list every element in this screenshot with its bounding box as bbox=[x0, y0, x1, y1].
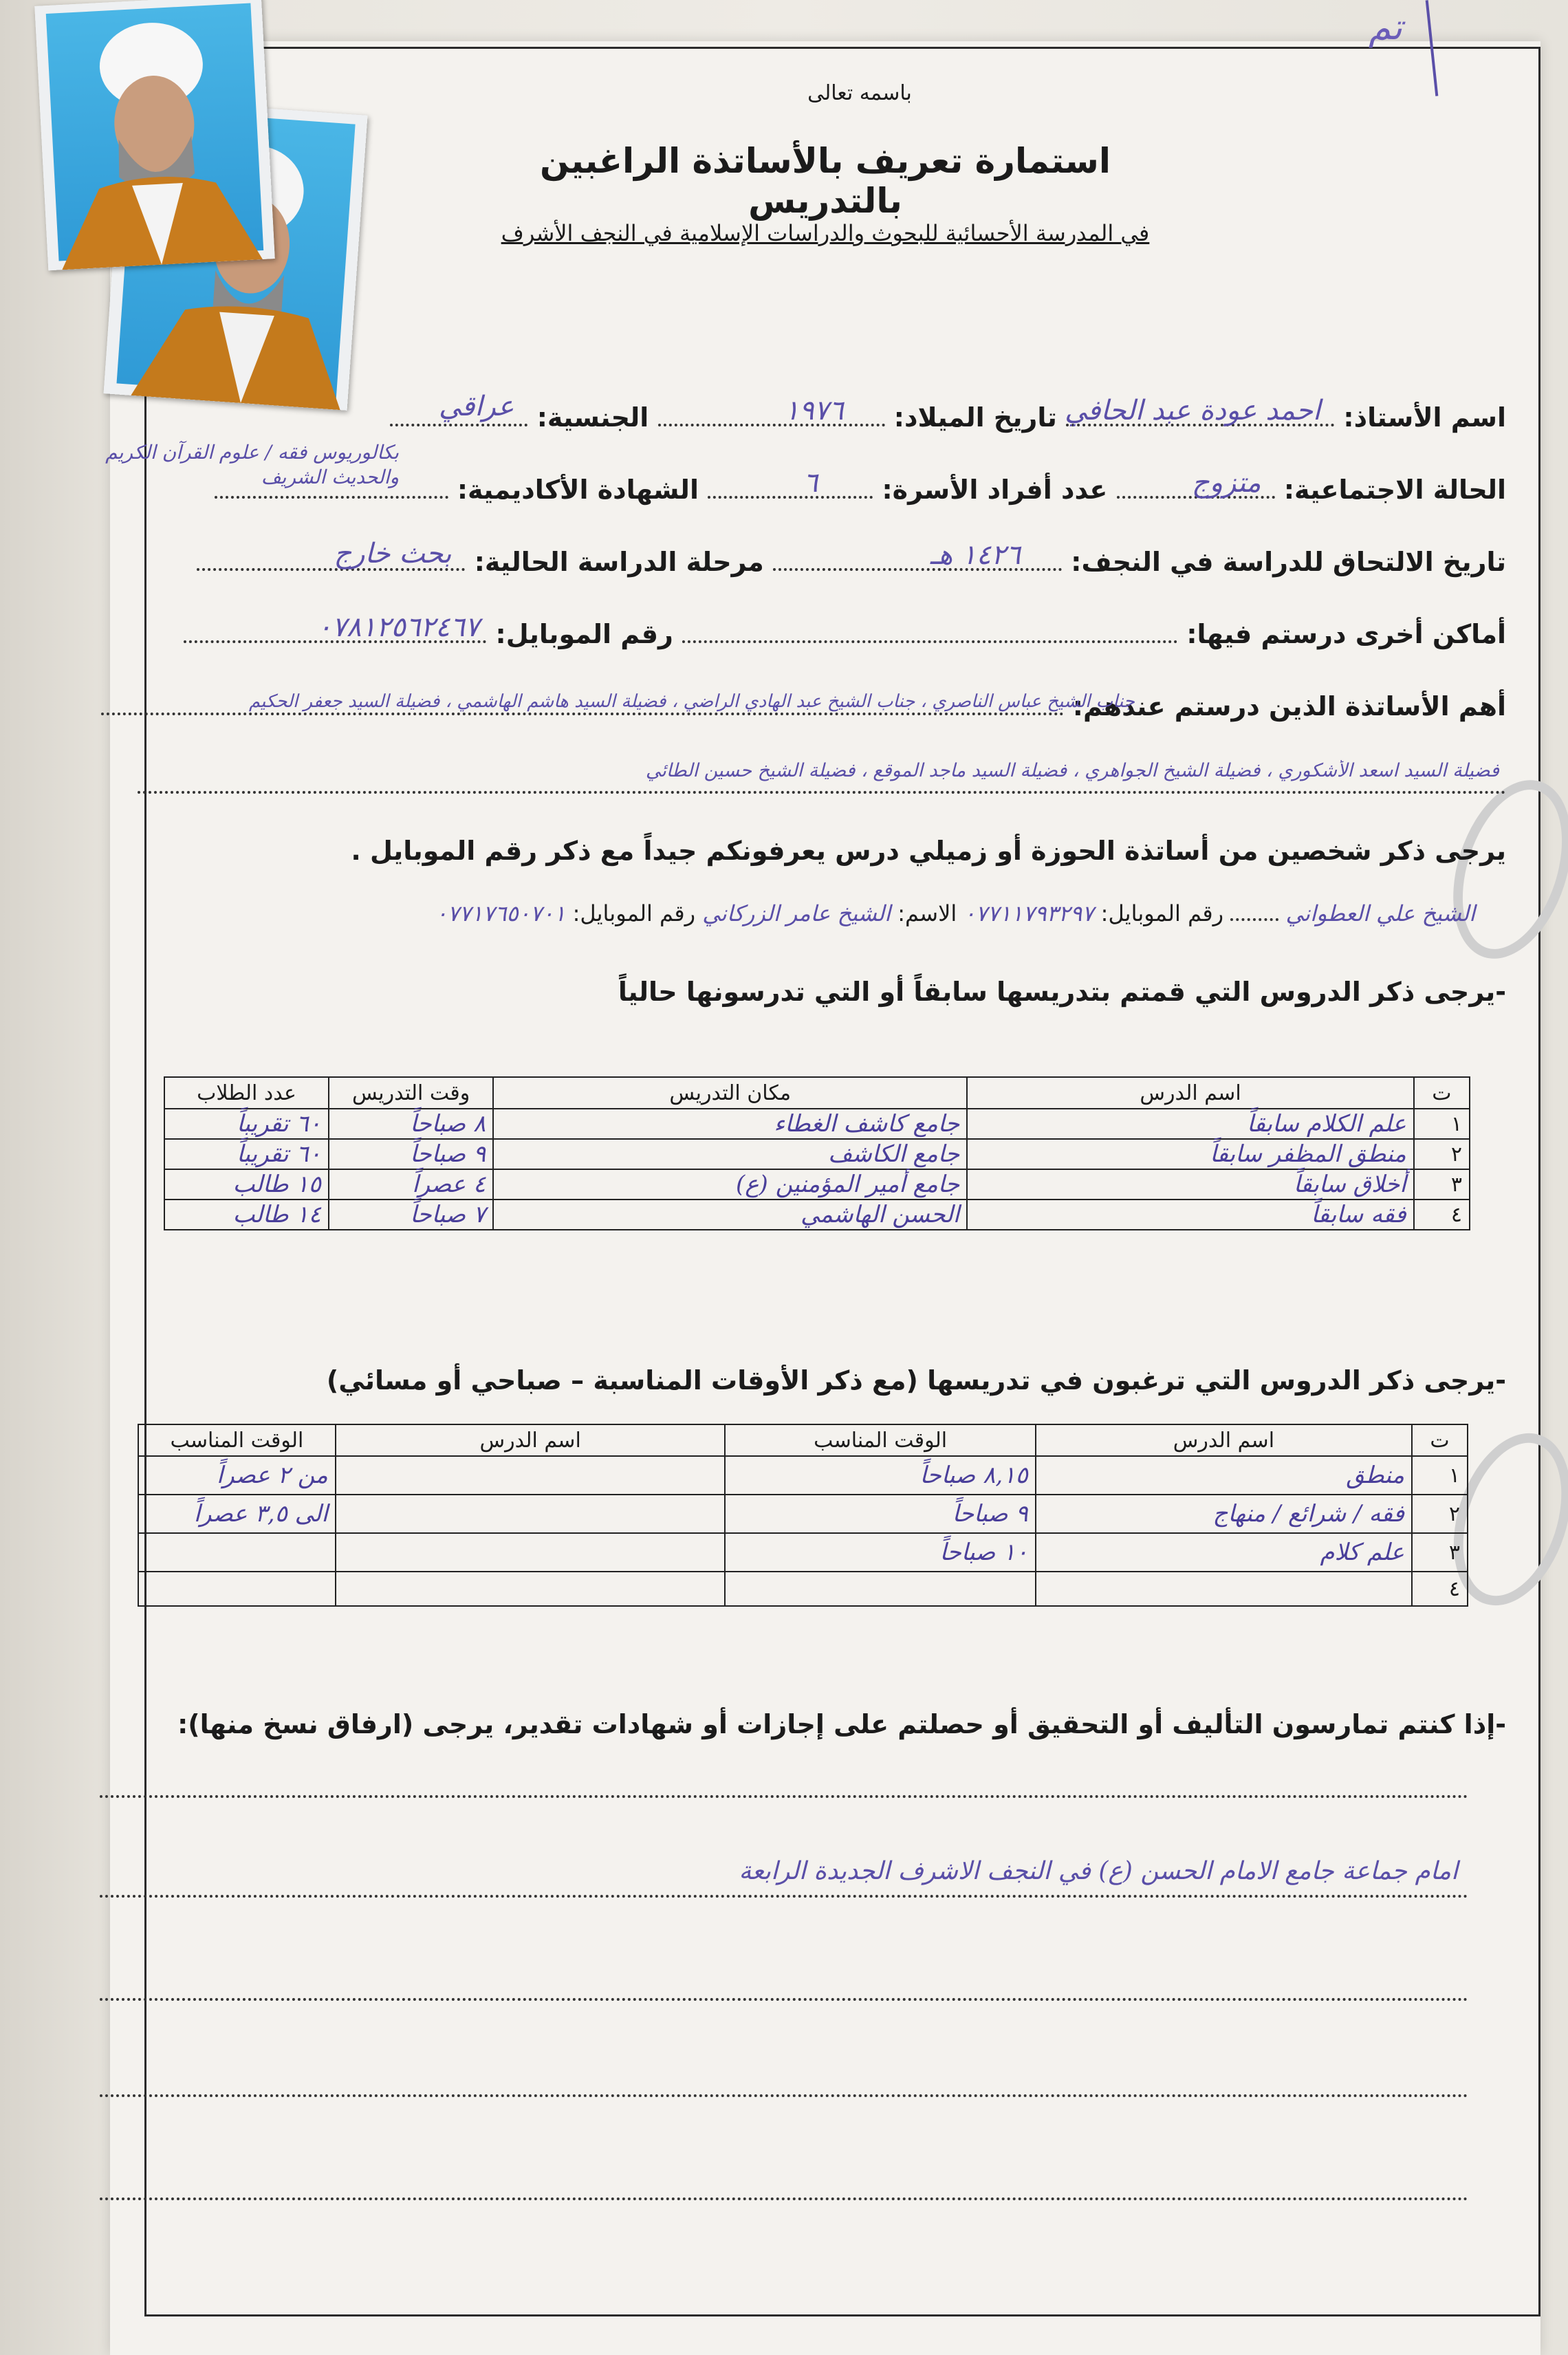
suitable-time-2[interactable]: الى ٣,٥ عصراً bbox=[138, 1495, 336, 1533]
row-number: ٣ bbox=[1414, 1169, 1470, 1200]
course-name[interactable]: علم الكلام سابقاً bbox=[967, 1109, 1414, 1139]
table-row bbox=[138, 1533, 1468, 1572]
table-row bbox=[164, 1169, 1470, 1200]
suitable-time-2[interactable] bbox=[138, 1533, 336, 1572]
references-instruction: يرجى ذكر شخصين من أساتذة الحوزة أو زميلي درس يعرفونكم جيداً مع ذكر رقم الموبايل . bbox=[351, 836, 1506, 866]
past-courses-table bbox=[164, 1076, 1470, 1230]
course-name[interactable]: علم كلام bbox=[1036, 1533, 1412, 1572]
marital-status-value: متزوج bbox=[1191, 467, 1261, 499]
enrollment-date-label: تاريخ الالتحاق للدراسة في النجف: bbox=[1071, 547, 1506, 577]
enrollment-date-field[interactable] bbox=[773, 539, 1062, 571]
ref1-name-label: الاسم: bbox=[897, 900, 957, 926]
publications-line-4[interactable] bbox=[100, 2094, 1468, 2097]
other-places-field[interactable] bbox=[682, 620, 1177, 643]
current-stage-field[interactable] bbox=[197, 538, 465, 571]
table-row bbox=[138, 1456, 1468, 1495]
basmala: باسمه تعالى bbox=[807, 81, 912, 105]
table-row bbox=[138, 1572, 1468, 1606]
row-number: ٣ bbox=[1412, 1533, 1468, 1572]
col-teaching-place: مكان التدريس bbox=[493, 1077, 967, 1109]
publications-value: امام جماعة جامع الامام الحسن (ع) في النجف الاشرف الجديدة الرابعة bbox=[739, 1857, 1458, 1885]
other-places-label: أماكن أخرى درستم فيها: bbox=[1186, 619, 1506, 649]
col-number: ت bbox=[1412, 1424, 1468, 1456]
row-number: ٢ bbox=[1414, 1139, 1470, 1169]
ref2-name-dots bbox=[1230, 898, 1278, 921]
academic-degree-value: بكالوريوس فقه / علوم القرآن الكريم والحديث الشريف bbox=[105, 441, 399, 488]
past-courses-instruction: -يرجى ذكر الدروس التي قمتم بتدريسها سابقاً أو التي تدرسونها حالياً bbox=[618, 977, 1506, 1007]
col-suitable-time-2: الوقت المناسب bbox=[138, 1424, 336, 1456]
mobile-value: ٠٧٨١٢٥٦٢٤٦٧ bbox=[316, 611, 480, 643]
suitable-time[interactable] bbox=[725, 1572, 1035, 1606]
row-number: ٤ bbox=[1412, 1572, 1468, 1606]
publications-line-5[interactable] bbox=[100, 2197, 1468, 2200]
birth-date-field[interactable] bbox=[658, 395, 885, 426]
teachers-line-1: جناب الشيخ عباس الناصري ، جناب الشيخ عبد الهادي الراضي ، فضيلة السيد هاشم الهاشمي ، فضيلة السيد جعفر الحكيم bbox=[248, 691, 1135, 712]
suitable-time[interactable]: ٩ صباحاً bbox=[725, 1495, 1035, 1533]
publications-line-2[interactable] bbox=[100, 1895, 1468, 1898]
table-row bbox=[164, 1139, 1470, 1169]
teaching-time[interactable]: ٨ صباحاً bbox=[329, 1109, 493, 1139]
nationality-value: عراقي bbox=[438, 391, 514, 422]
row-number: ٤ bbox=[1414, 1200, 1470, 1230]
course-name[interactable]: فقه / شرائع / منهاج bbox=[1036, 1495, 1412, 1533]
teacher-name-label: اسم الأستاذ: bbox=[1343, 402, 1506, 433]
teachers-label: أهم الأساتذة الذين درستم عندهم: bbox=[1072, 691, 1506, 721]
mobile-label: رقم الموبايل: bbox=[495, 619, 673, 649]
teaching-place[interactable]: الحسن الهاشمي bbox=[493, 1200, 967, 1230]
row-name bbox=[390, 391, 1506, 433]
publications-line-3[interactable] bbox=[100, 1998, 1468, 2001]
teaching-place[interactable]: جامع الكاشف bbox=[493, 1139, 967, 1169]
nationality-field[interactable] bbox=[390, 391, 527, 426]
mobile-field[interactable] bbox=[184, 611, 486, 643]
col-student-count: عدد الطلاب bbox=[164, 1077, 329, 1109]
col-course-name-2: اسم الدرس bbox=[336, 1424, 726, 1456]
academic-degree-label: الشهادة الأكاديمية: bbox=[457, 475, 699, 505]
ref1-mobile-label: رقم الموبايل: bbox=[572, 900, 696, 926]
course-name[interactable]: منطق المظفر سابقاً bbox=[967, 1139, 1414, 1169]
course-name-2[interactable] bbox=[336, 1533, 726, 1572]
teachers-line-2: فضيلة السيد اسعد الأشكوري ، فضيلة الشيخ الجواهري ، فضيلة السيد ماجد الموقع ، فضيلة الشيخ حسين الطائي bbox=[645, 760, 1499, 781]
student-count[interactable]: ١٥ طالب bbox=[164, 1169, 329, 1200]
course-name[interactable]: أخلاق سابقاً bbox=[967, 1169, 1414, 1200]
ref2-mobile: ٠٧٧١١٧٩٣٢٩٧ bbox=[963, 900, 1094, 926]
family-members-value: ٦ bbox=[803, 467, 818, 499]
teaching-time[interactable]: ٩ صباحاً bbox=[329, 1139, 493, 1169]
family-members-label: عدد أفراد الأسرة: bbox=[882, 475, 1108, 505]
publications-line-1[interactable] bbox=[100, 1795, 1468, 1798]
col-course-name: اسم الدرس bbox=[967, 1077, 1414, 1109]
course-name-2[interactable] bbox=[336, 1495, 726, 1533]
birth-date-value: ١٩٧٦ bbox=[784, 395, 844, 426]
row-number: ١ bbox=[1412, 1456, 1468, 1495]
enrollment-date-value: ١٤٢٦ هـ bbox=[930, 539, 1021, 571]
row-number: ١ bbox=[1414, 1109, 1470, 1139]
desired-courses-table bbox=[138, 1424, 1468, 1607]
suitable-time[interactable]: ٨,١٥ صباحاً bbox=[725, 1456, 1035, 1495]
marital-status-label: الحالة الاجتماعية: bbox=[1283, 475, 1506, 505]
course-name[interactable]: فقه سابقاً bbox=[967, 1200, 1414, 1230]
course-name[interactable] bbox=[1036, 1572, 1412, 1606]
suitable-time[interactable]: ١٠ صباحاً bbox=[725, 1533, 1035, 1572]
page-title: استمارة تعريف بالأساتذة الراغبين بالتدريس bbox=[540, 141, 1111, 221]
current-stage-label: مرحلة الدراسة الحالية: bbox=[474, 547, 764, 577]
student-count[interactable]: ١٤ طالب bbox=[164, 1200, 329, 1230]
ref1-name: الشيخ عامر الزركاني bbox=[702, 900, 891, 926]
nationality-label: الجنسية: bbox=[536, 402, 649, 433]
ref1-mobile: ٠٧٧١٧٦٥٠٧٠١ bbox=[435, 900, 566, 926]
teacher-name-value: احمد عودة عبد الحافي bbox=[1065, 395, 1321, 426]
table-row bbox=[164, 1200, 1470, 1230]
corner-mark: تم bbox=[1369, 7, 1403, 48]
portrait-icon bbox=[34, 0, 275, 270]
col-suitable-time: الوقت المناسب bbox=[725, 1424, 1035, 1456]
row-marital bbox=[215, 467, 1506, 505]
references-row bbox=[134, 898, 1475, 926]
marital-status-field[interactable] bbox=[1117, 467, 1275, 499]
teaching-time[interactable]: ٧ صباحاً bbox=[329, 1200, 493, 1230]
family-members-field[interactable] bbox=[708, 467, 873, 499]
col-course-name: اسم الدرس bbox=[1036, 1424, 1412, 1456]
course-name-2[interactable] bbox=[336, 1456, 726, 1495]
table-row bbox=[138, 1495, 1468, 1533]
desired-courses-instruction: -يرجى ذكر الدروس التي ترغبون في تدريسها (مع ذكر الأوقات المناسبة – صباحي أو مسائي) bbox=[326, 1365, 1506, 1396]
student-count[interactable]: ٦٠ تقريباً bbox=[164, 1139, 329, 1169]
current-stage-value: بحث خارج bbox=[334, 538, 452, 569]
ref2-name: الشيخ علي العطواني bbox=[1285, 900, 1475, 926]
birth-date-label: تاريخ الميلاد: bbox=[893, 402, 1057, 433]
course-name[interactable]: منطق bbox=[1036, 1456, 1412, 1495]
publications-instruction: -إذا كنتم تمارسون التأليف أو التحقيق أو حصلتم على إجازات أو شهادات تقدير، يرجى (ارفاق نسخ منها): bbox=[177, 1709, 1506, 1739]
row-enrollment bbox=[197, 538, 1506, 577]
table-row bbox=[164, 1109, 1470, 1139]
teaching-time[interactable]: ٤ عصراً bbox=[329, 1169, 493, 1200]
student-count[interactable]: ٦٠ تقريباً bbox=[164, 1109, 329, 1139]
suitable-time-2[interactable] bbox=[138, 1572, 336, 1606]
teachers-line-2-rule bbox=[138, 791, 1506, 794]
col-number: ت bbox=[1414, 1077, 1470, 1109]
suitable-time-2[interactable]: من ٢ عصراً bbox=[138, 1456, 336, 1495]
course-name-2[interactable] bbox=[336, 1572, 726, 1606]
page-subtitle: في المدرسة الأحسائية للبحوث والدراسات الإسلامية في النجف الأشرف bbox=[501, 220, 1150, 246]
applicant-photo-front bbox=[34, 0, 275, 270]
row-other-places bbox=[184, 611, 1506, 649]
row-number: ٢ bbox=[1412, 1495, 1468, 1533]
teaching-place[interactable]: جامع أمير المؤمنين (ع) bbox=[493, 1169, 967, 1200]
ref2-mobile-label: رقم الموبايل: bbox=[1100, 900, 1224, 926]
teacher-name-field[interactable] bbox=[1065, 395, 1334, 426]
col-teaching-time: وقت التدريس bbox=[329, 1077, 493, 1109]
teaching-place[interactable]: جامع كاشف الغطاء bbox=[493, 1109, 967, 1139]
